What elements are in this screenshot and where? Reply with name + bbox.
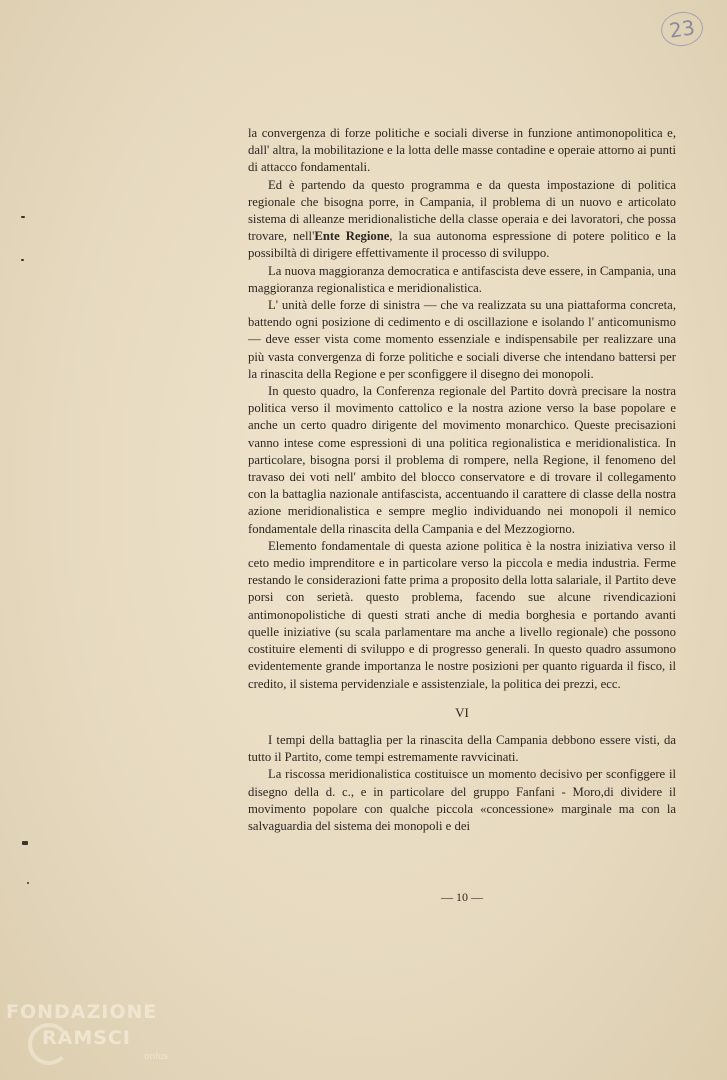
- paragraph: [248, 177, 676, 263]
- paragraph-text: , la sua autonoma espressione di potere politico e la possibiltà di dirigere effettivamente il processo di sviluppo.: [248, 229, 676, 261]
- paragraph: I tempi della battaglia per la rinascita della Campania debbono essere visti, da tutto il Partito, come tempi estremamente ravvicinati.: [248, 732, 676, 765]
- margin-dash: [22, 841, 28, 845]
- paragraph: La riscossa meridionalistica costituisce un momento decisivo per sconfiggere il disegno della d. c., e in particolare del gruppo Fanfani - Moro,di dividere il movimento popolare con qualche piccola «concessione» marginale ma con la salvaguardia del sistema dei monopoli e dei: [248, 767, 676, 833]
- watermark-line1: FONDAZIONE: [6, 1001, 158, 1023]
- bold-term: Ente Regione: [314, 229, 390, 244]
- page-number: — 10 —: [441, 890, 483, 904]
- page-stamp-number: 23: [659, 9, 705, 49]
- margin-dot: [27, 882, 29, 884]
- paragraph-text: Ed è partendo da questo programma e da questa impostazione di politica regionale che bisogna porre, in Campania, il problema di un nuovo e articolato sistema di alleanze meridionalistiche della classe operaia e dei lavoratori, che possa trovare, nell': [248, 177, 676, 244]
- margin-dash: [21, 259, 24, 261]
- body-text: [248, 125, 676, 835]
- archive-watermark: [0, 995, 190, 1075]
- paragraph: Elemento fondamentale di questa azione politica è la nostra iniziativa verso il ceto medio imprenditore e in particolare verso la piccola e media industria. Ferme restando le considerazioni fatte prima a proposito della lotta salariale, il Partito deve porsi con serietà. questo problema, facendo sue alcune rivendicazioni antimonopolistiche di questi strati anche di media borghesia e portando avanti quelle iniziative (su scala parlamentare ma anche a livello regionale) che possono costituire elementi di sviluppo e di progresso generali. In questo quadro assumono evidentemente grande importanza le nostre posizioni per quanto riguarda il fisco, il credito, il sistema pervidenziale e assistenziale, la politica dei prezzi, ecc.: [248, 538, 676, 691]
- watermark-suffix: onlus: [144, 1052, 169, 1062]
- paragraph: In questo quadro, la Conferenza regionale del Partito dovrà precisare la nostra politica verso il movimento cattolico e la nostra azione verso la base popolare e anche un certo quadro dirigente del movimento monarchico. Queste precisazioni vanno intese come espressioni di una politica regionalistica e meridionalistica. In particolare, bisogna porsi il problema di rompere, nella Regione, il fenomeno del travaso dei voti nell' ambito del blocco conservatore e di trovare il collegamento con la battaglia nazionale antifascista, accentuando il carattere di classe della nostra azione meridionalistica e sempre meglio individuando nei monopoli il nemico fondamentale della rinascita della Campania e del Mezzogiorno.: [248, 384, 676, 536]
- paragraph: La nuova maggioranza democratica e antifascista deve essere, in Campania, una maggioranza regionalistica e meridionalistica.: [248, 263, 676, 295]
- margin-dash: [21, 216, 25, 218]
- paragraph: la convergenza di forze politiche e sociali diverse in funzione antimonopolitica e, dall' altra, la mobilitazione e la lotta delle masse contadine e operaie attorno ai punti di attacco fondamentali.: [248, 126, 676, 175]
- section-heading: VI: [455, 704, 469, 720]
- watermark-line2: RAMSCI: [42, 1027, 131, 1049]
- paragraph: L' unità delle forze di sinistra — che va realizzata su una piattaforma concreta, battendo ogni posizione di cedimento e di oscillazione e isolando l' anticomunismo — deve esser vista come momento essenziale e indispensabile per realizzare una più vasta convergenza di forze politiche e sociali diverse che intendano battersi per la rinascita della Regione e per sconfiggere il disegno dei monopoli.: [248, 298, 676, 381]
